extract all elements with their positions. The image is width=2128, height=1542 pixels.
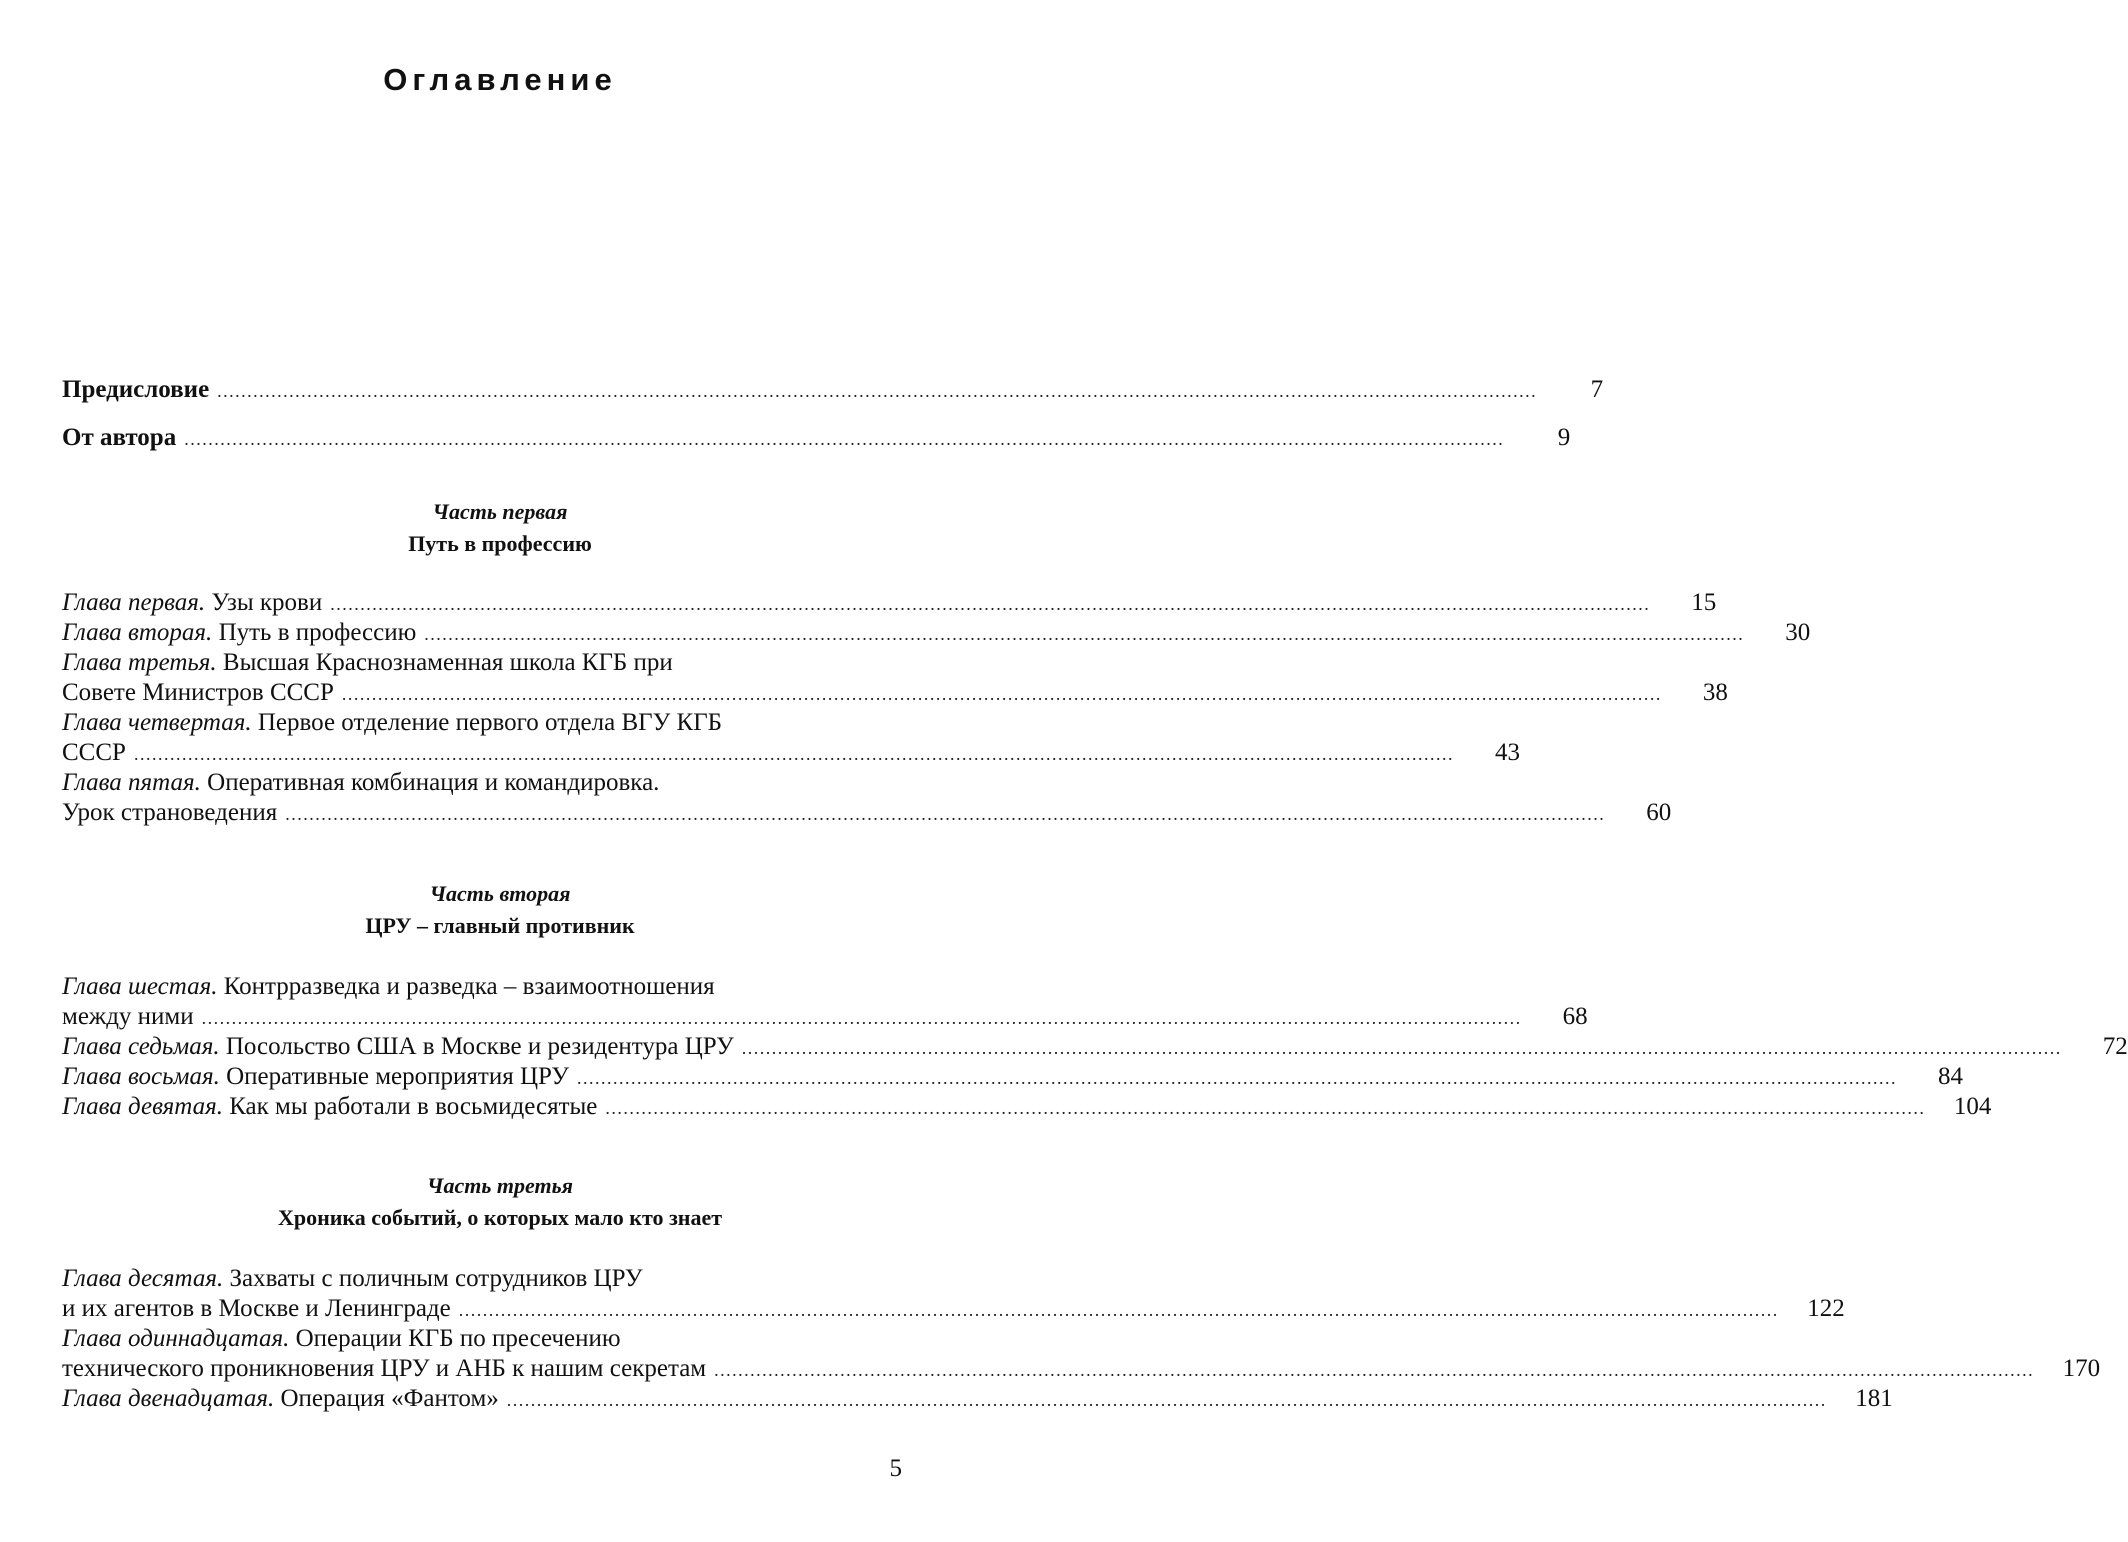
part-title: ЦРУ – главный противник	[365, 913, 635, 938]
chapter-title-cont: Урок страноведения	[62, 799, 278, 826]
toc-entry-chapter-12[interactable]	[62, 1384, 1893, 1414]
toc-entry-page: 104	[1953, 1093, 1992, 1120]
toc-entry-chapter-1[interactable]	[62, 588, 1717, 618]
toc-entry-label: От автора	[62, 424, 177, 451]
leader-dots: ............................................................................................................................................................................................................................	[605, 1098, 1926, 1118]
part-label: Часть первая	[432, 499, 568, 524]
toc-entry-chapter-6-cont[interactable]	[62, 1002, 1588, 1032]
part-heading	[0, 496, 1000, 560]
front-matter	[62, 366, 1604, 462]
leader-dots: ............................................................................................................................................................................................................................	[576, 1068, 1897, 1088]
toc-entry-page: 122	[1807, 1295, 1845, 1322]
chapter-title-cont: и их агентов в Москве и Ленинграде	[62, 1295, 451, 1322]
leader-dots: ............................................................................................................................................................................................................................	[184, 429, 1505, 449]
part-3-chapters	[62, 1264, 2101, 1414]
chapter-title-cont: между ними	[62, 1003, 194, 1030]
toc-entry-page: 68	[1562, 1003, 1588, 1030]
toc-entry-page: 84	[1937, 1063, 1963, 1090]
toc-entry-preface[interactable]	[62, 366, 1604, 414]
toc-entry-chapter-4[interactable]	[62, 708, 902, 738]
toc-entry-chapter-2[interactable]	[62, 618, 1811, 648]
part-label: Часть третья	[427, 1173, 573, 1198]
toc-entry-chapter-4-cont[interactable]	[62, 738, 1520, 768]
chapter-title: Захваты с поличным сотрудников ЦРУ	[229, 1265, 643, 1292]
toc-entry-page: 60	[1646, 799, 1672, 826]
toc-entry-chapter-11[interactable]	[62, 1324, 902, 1354]
leader-dots: ............................................................................................................................................................................................................................	[133, 744, 1454, 764]
chapter-title: Первое отделение первого отдела ВГУ КГБ	[257, 709, 723, 736]
chapter-prefix: Глава одиннадцатая.	[62, 1325, 290, 1352]
chapter-prefix: Глава четвертая.	[62, 709, 252, 736]
toc-entry-chapter-10-cont[interactable]	[62, 1294, 1845, 1324]
leader-dots: ............................................................................................................................................................................................................................	[458, 1300, 1779, 1320]
part-1-chapters	[62, 588, 1811, 828]
chapter-prefix: Глава первая.	[62, 589, 206, 616]
part-title: Путь в профессию	[408, 531, 592, 556]
chapter-title: Как мы работали в восьмидесятые	[229, 1093, 598, 1120]
toc-entry-chapter-7[interactable]	[62, 1032, 2128, 1062]
toc-entry-chapter-11-cont[interactable]	[62, 1354, 2101, 1384]
chapter-prefix: Глава шестая.	[62, 973, 218, 1000]
leader-dots: ............................................................................................................................................................................................................................	[741, 1038, 2062, 1058]
part-2-chapters	[62, 972, 2128, 1122]
chapter-prefix: Глава вторая.	[62, 619, 213, 646]
chapter-title-cont: СССР	[62, 739, 126, 766]
page-title: Оглавление	[383, 62, 617, 97]
part-heading	[0, 1170, 1000, 1234]
leader-dots: ............................................................................................................................................................................................................................	[714, 1360, 2035, 1380]
toc-entry-page: 72	[2102, 1033, 2128, 1060]
toc-entry-page: 7	[1590, 376, 1604, 403]
toc-entry-page: 30	[1785, 619, 1811, 646]
toc-entry-chapter-9[interactable]	[62, 1092, 1992, 1122]
toc-entry-chapter-8[interactable]	[62, 1062, 1963, 1092]
leader-dots: ............................................................................................................................................................................................................................	[285, 804, 1606, 824]
part-title: Хроника событий, о которых мало кто знает	[277, 1205, 723, 1230]
leader-dots: ............................................................................................................................................................................................................................	[341, 684, 1662, 704]
leader-dots: ............................................................................................................................................................................................................................	[217, 381, 1538, 401]
toc-entry-chapter-3-cont[interactable]	[62, 678, 1728, 708]
leader-dots: ............................................................................................................................................................................................................................	[424, 624, 1745, 644]
toc-entry-chapter-5[interactable]	[62, 768, 902, 798]
part-heading	[0, 878, 1000, 942]
part-label: Часть вторая	[429, 881, 571, 906]
toc-entry-page: 181	[1855, 1385, 1893, 1412]
chapter-prefix: Глава двенадцатая.	[62, 1385, 275, 1412]
toc-entry-chapter-5-cont[interactable]	[62, 798, 1672, 828]
chapter-title: Оперативная комбинация и командировка.	[207, 769, 660, 796]
leader-dots: ............................................................................................................................................................................................................................	[506, 1390, 1827, 1410]
chapter-title: Операции КГБ по пресечению	[295, 1325, 621, 1352]
chapter-prefix: Глава девятая.	[62, 1093, 223, 1120]
toc-entry-chapter-6[interactable]	[62, 972, 902, 1002]
chapter-title: Высшая Краснознаменная школа КГБ при	[222, 649, 673, 676]
chapter-title: Путь в профессию	[218, 619, 417, 646]
chapter-title: Узы крови	[211, 589, 323, 616]
toc-entry-from-author[interactable]	[62, 414, 1571, 462]
toc-entry-label: Предисловие	[62, 376, 210, 403]
chapter-prefix: Глава пятая.	[62, 769, 201, 796]
chapter-title: Посольство США в Москве и резидентура ЦРУ	[225, 1033, 734, 1060]
chapter-prefix: Глава восьмая.	[62, 1063, 220, 1090]
chapter-prefix: Глава десятая.	[62, 1265, 224, 1292]
toc-entry-chapter-3[interactable]	[62, 648, 902, 678]
chapter-prefix: Глава седьмая.	[62, 1033, 220, 1060]
leader-dots: ............................................................................................................................................................................................................................	[201, 1008, 1522, 1028]
page-number: 5	[889, 1455, 902, 1482]
chapter-title: Оперативные мероприятия ЦРУ	[226, 1063, 569, 1090]
chapter-title-cont: Совете Министров СССР	[62, 679, 334, 706]
leader-dots: ............................................................................................................................................................................................................................	[330, 594, 1651, 614]
toc-entry-page: 15	[1691, 589, 1717, 616]
chapter-prefix: Глава третья.	[62, 649, 217, 676]
chapter-title-cont: технического проникновения ЦРУ и АНБ к нашим секретам	[62, 1355, 707, 1382]
chapter-title: Операция «Фантом»	[280, 1385, 499, 1412]
toc-entry-chapter-10[interactable]	[62, 1264, 902, 1294]
toc-entry-page: 43	[1494, 739, 1520, 766]
toc-entry-page: 38	[1702, 679, 1728, 706]
toc-entry-page: 9	[1557, 424, 1571, 451]
toc-entry-page: 170	[2062, 1355, 2101, 1382]
chapter-title: Контрразведка и разведка – взаимоотношения	[223, 973, 715, 1000]
